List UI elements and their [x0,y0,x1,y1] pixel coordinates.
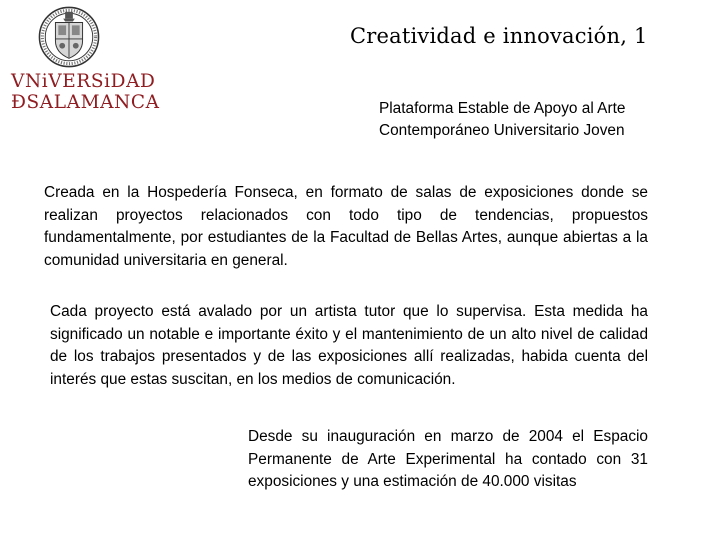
university-logo-line1: VNiVERSiDAD [11,71,156,92]
university-seal-icon [38,6,100,68]
paragraph-tutor: Cada proyecto está avalado por un artista tutor que lo supervisa. Esta medida ha significado un notable e importante éxito y el mantenimiento de un alto nivel de calidad de los trabajos presentados y de las exposiciones allí realizadas, habida cuenta del interés que estas suscitan, en los medios de comunicación. [50,303,648,388]
subtitle-line1: Plataforma Estable de Apoyo al Arte [379,100,626,117]
subtitle-line2: Contemporáneo Universitario Joven [379,122,625,139]
paragraph-statistics: Desde su inauguración en marzo de 2004 el Espacio Permanente de Arte Experimental ha contado con 31 exposiciones y una estimación de 40.000 visitas [248,428,648,490]
paragraph-origin: Creada en la Hospedería Fonseca, en formato de salas de exposiciones donde se realizan proyectos relacionados con todo tipo de tendencias, propuestos fundamentalmente, por estudiantes de la Facultad de Bellas Artes, aunque abiertas a la comunidad universitaria en general. [44,184,648,269]
university-logo [11,71,160,113]
university-logo-line2: ÐSALAMANCA [11,92,160,113]
slide-title: Creatividad e innovación, 1 [350,24,648,48]
slide-subtitle [379,98,625,142]
